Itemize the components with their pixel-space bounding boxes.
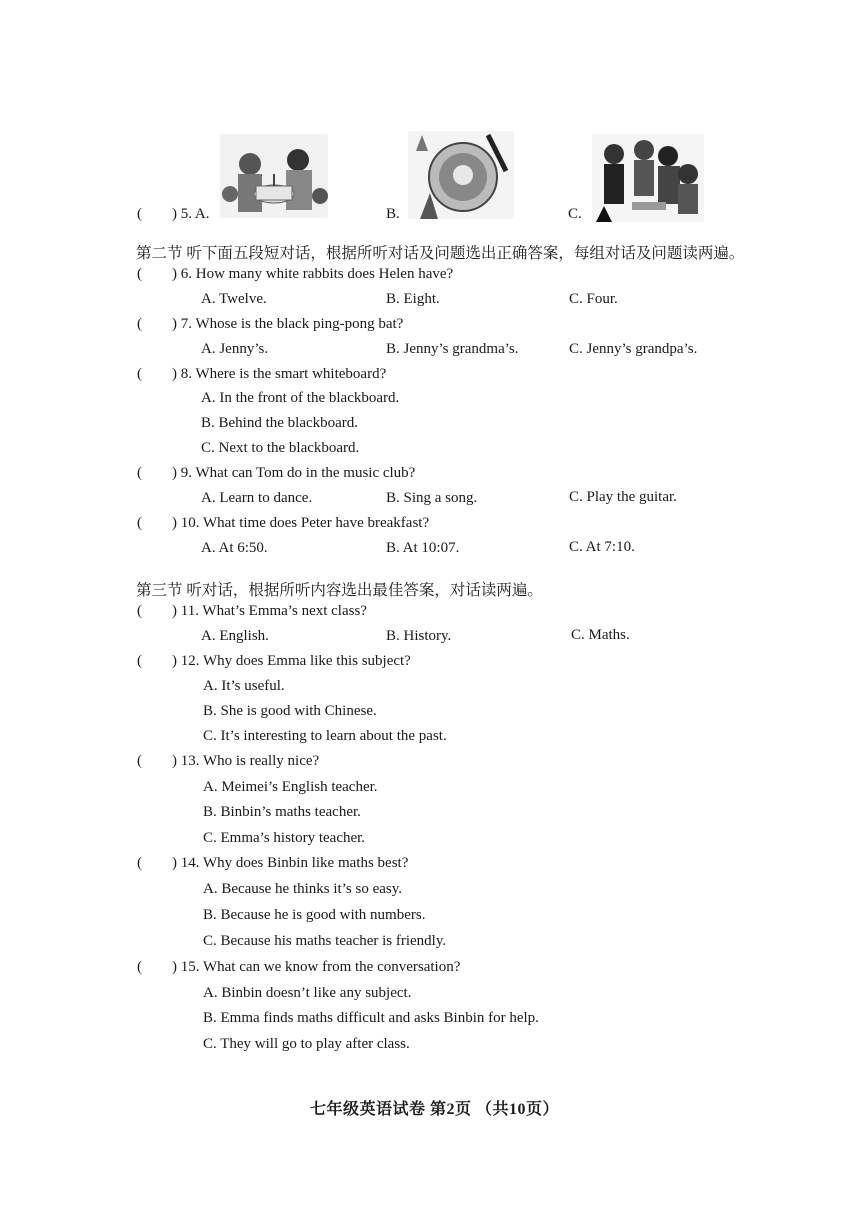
birthday-party-picture [220,134,328,218]
answer-bracket: ( [137,753,142,769]
answer-bracket: ( [137,515,142,531]
festival-food-picture [408,131,514,219]
group-celebration-picture [592,134,704,222]
question-10-option-c: C. At 7:10. [569,539,635,555]
section-2-heading: 第二节 听下面五段短对话，根据所听对话及问题选出正确答案，每组对话及问题读两遍。 [136,245,745,262]
question-9-option-c: C. Play the guitar. [569,489,677,505]
question-8-option-b: B. Behind the blackboard. [201,415,359,431]
question-14-option-c: C. Because his maths teacher is friendly. [203,933,447,949]
answer-bracket: ( [137,603,142,619]
question-7-option-c: C. Jenny’s grandpa’s. [569,341,698,357]
answer-bracket: ( [137,366,142,382]
answer-bracket: ( [137,465,142,481]
question-11-option-a: A. English. [201,628,269,644]
question-11-option-c: C. Maths. [571,627,630,643]
question-6-text: ) 6. How many white rabbits does Helen have? [172,266,454,282]
question-15-option-a: A. Binbin doesn’t like any subject. [203,985,412,1001]
question-7-option-a: A. Jenny’s. [201,341,269,357]
question-13-option-a: A. Meimei’s English teacher. [203,779,378,795]
question-11-text: ) 11. What’s Emma’s next class? [172,603,367,619]
question-6-option-a: A. Twelve. [201,291,267,307]
question-10-option-a: A. At 6:50. [201,540,268,556]
answer-bracket: ( [137,959,142,975]
question-12-text: ) 12. Why does Emma like this subject? [172,653,411,669]
question-7-option-b: B. Jenny’s grandma’s. [386,341,519,357]
question-9-option-b: B. Sing a song. [386,490,478,506]
question-8-option-a: A. In the front of the blackboard. [201,390,400,406]
question-15-option-b: B. Emma finds maths difficult and asks Binbin for help. [203,1010,539,1026]
question-6-option-b: B. Eight. [386,291,440,307]
question-13-option-b: B. Binbin’s maths teacher. [203,804,361,820]
question-14-option-a: A. Because he thinks it’s so easy. [203,881,402,897]
question-15-option-c: C. They will go to play after class. [203,1036,410,1052]
answer-bracket: ( [137,653,142,669]
answer-bracket: ( [137,266,142,282]
question-15-text: ) 15. What can we know from the conversation? [172,959,461,975]
question-5-option-b: B. [386,206,400,222]
question-8-text: ) 8. Where is the smart whiteboard? [172,366,387,382]
question-9-option-a: A. Learn to dance. [201,490,313,506]
question-13-text: ) 13. Who is really nice? [172,753,320,769]
question-12-option-c: C. It’s interesting to learn about the past. [203,728,447,744]
question-13-option-c: C. Emma’s history teacher. [203,830,366,846]
question-10-text: ) 10. What time does Peter have breakfast? [172,515,430,531]
question-6-option-c: C. Four. [569,291,618,307]
answer-bracket: ( [137,855,142,871]
question-11-option-b: B. History. [386,628,452,644]
section-3-heading: 第三节 听对话，根据所听内容选出最佳答案，对话读两遍。 [136,582,543,599]
question-5-option-a: ) 5. A. [172,206,210,222]
answer-bracket: ( [137,206,142,222]
question-7-text: ) 7. Whose is the black ping-pong bat? [172,316,404,332]
page-footer: 七年级英语试卷 第2页 （共10页） [310,1101,560,1118]
question-14-option-b: B. Because he is good with numbers. [203,907,426,923]
question-14-text: ) 14. Why does Binbin like maths best? [172,855,409,871]
question-12-option-a: A. It’s useful. [203,678,285,694]
question-8-option-c: C. Next to the blackboard. [201,440,360,456]
question-10-option-b: B. At 10:07. [386,540,460,556]
question-5-option-c: C. [568,206,582,222]
answer-bracket: ( [137,316,142,332]
question-9-text: ) 9. What can Tom do in the music club? [172,465,416,481]
question-12-option-b: B. She is good with Chinese. [203,703,377,719]
